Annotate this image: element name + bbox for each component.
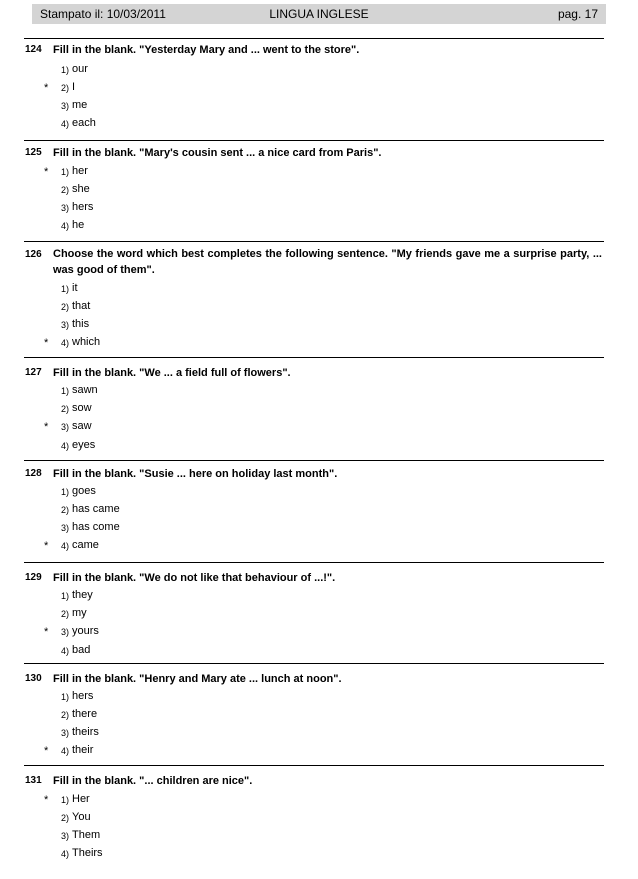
- option-number: 1): [61, 591, 70, 601]
- divider: [24, 460, 604, 461]
- correct-answer-marker: *: [44, 82, 49, 94]
- option-text: has came: [72, 503, 120, 515]
- option-number: 3): [61, 320, 70, 330]
- option-text: hers: [72, 690, 94, 702]
- divider: [24, 562, 604, 563]
- option-text: each: [72, 117, 96, 129]
- page-header: [32, 4, 606, 24]
- option-text: it: [72, 282, 78, 294]
- correct-answer-marker: *: [44, 794, 49, 806]
- document-title: LINGUA INGLESE: [269, 7, 369, 21]
- option-number: 4): [61, 221, 70, 231]
- correct-answer-marker: *: [44, 540, 49, 552]
- option-text: me: [72, 99, 88, 111]
- option-number: 3): [61, 422, 70, 432]
- option-text: theirs: [72, 726, 99, 738]
- correct-answer-marker: *: [44, 745, 49, 757]
- question-number: 130: [25, 673, 42, 684]
- divider: [24, 663, 604, 664]
- option-text: they: [72, 589, 93, 601]
- option-text: bad: [72, 644, 91, 656]
- option-text: eyes: [72, 439, 96, 451]
- option-text: Them: [72, 829, 101, 841]
- option-number: 2): [61, 404, 70, 414]
- option-text: her: [72, 165, 88, 177]
- correct-answer-marker: *: [44, 421, 49, 433]
- option-text: which: [72, 336, 101, 348]
- question-text: Fill in the blank. "We do not like that behaviour of ...!".: [53, 572, 336, 584]
- option-number: 2): [61, 609, 70, 619]
- option-text: he: [72, 219, 85, 231]
- option-text: their: [72, 744, 94, 756]
- option-number: 4): [61, 646, 70, 656]
- option-number: 2): [61, 302, 70, 312]
- option-text: she: [72, 183, 90, 195]
- option-number: 1): [61, 487, 70, 497]
- divider: [24, 241, 604, 242]
- option-number: 2): [61, 505, 70, 515]
- question-text: Fill in the blank. "We ... a field full of flowers".: [53, 367, 291, 379]
- option-number: 4): [61, 338, 70, 348]
- option-text: You: [72, 811, 91, 823]
- option-text: sawn: [72, 384, 98, 396]
- question-text: Fill in the blank. "Mary's cousin sent ... a nice card from Paris".: [53, 147, 382, 159]
- question-number: 127: [25, 367, 42, 378]
- option-number: 3): [61, 728, 70, 738]
- question-number: 126: [25, 249, 42, 260]
- option-number: 1): [61, 167, 70, 177]
- option-text: Theirs: [72, 847, 103, 859]
- question-number: 129: [25, 572, 42, 583]
- option-text: this: [72, 318, 90, 330]
- print-date: Stampato il: 10/03/2011: [40, 7, 166, 21]
- option-number: 3): [61, 831, 70, 841]
- option-number: 2): [61, 710, 70, 720]
- divider: [24, 140, 604, 141]
- question-text: Fill in the blank. "Susie ... here on holiday last month".: [53, 468, 338, 480]
- option-text: Her: [72, 793, 90, 805]
- option-text: came: [72, 539, 99, 551]
- divider: [24, 357, 604, 358]
- option-text: has come: [72, 521, 120, 533]
- option-number: 1): [61, 386, 70, 396]
- correct-answer-marker: *: [44, 166, 49, 178]
- option-text: saw: [72, 420, 92, 432]
- correct-answer-marker: *: [44, 626, 49, 638]
- question-number: 124: [25, 44, 42, 55]
- correct-answer-marker: *: [44, 337, 49, 349]
- option-number: 3): [61, 101, 70, 111]
- option-text: goes: [72, 485, 96, 497]
- question-text: Fill in the blank. "... children are nice".: [53, 775, 253, 787]
- option-number: 2): [61, 185, 70, 195]
- option-number: 3): [61, 523, 70, 533]
- option-text: my: [72, 607, 87, 619]
- question-number: 128: [25, 468, 42, 479]
- question-text: Fill in the blank. "Henry and Mary ate ... lunch at noon".: [53, 673, 342, 685]
- option-text: that: [72, 300, 91, 312]
- option-number: 4): [61, 441, 70, 451]
- option-number: 1): [61, 692, 70, 702]
- option-number: 4): [61, 541, 70, 551]
- option-number: 4): [61, 119, 70, 129]
- option-number: 4): [61, 746, 70, 756]
- option-text: I: [72, 81, 76, 93]
- divider: [24, 38, 604, 39]
- option-number: 2): [61, 83, 70, 93]
- option-number: 3): [61, 627, 70, 637]
- option-text: there: [72, 708, 98, 720]
- question-text: Fill in the blank. "Yesterday Mary and ... went to the store".: [53, 44, 360, 56]
- option-number: 1): [61, 795, 70, 805]
- option-number: 1): [61, 65, 70, 75]
- option-number: 1): [61, 284, 70, 294]
- option-text: our: [72, 63, 88, 75]
- question-number: 125: [25, 147, 42, 158]
- option-number: 3): [61, 203, 70, 213]
- option-text: yours: [72, 625, 99, 637]
- question-number: 131: [25, 775, 42, 786]
- divider: [24, 765, 604, 766]
- page-number: pag. 17: [557, 7, 598, 21]
- option-number: 4): [61, 849, 70, 859]
- option-text: sow: [72, 402, 92, 414]
- option-number: 2): [61, 813, 70, 823]
- option-text: hers: [72, 201, 94, 213]
- question-text: Choose the word which best completes the following sentence. "My friends gave me a surprise party, ... was good of them".: [53, 248, 602, 276]
